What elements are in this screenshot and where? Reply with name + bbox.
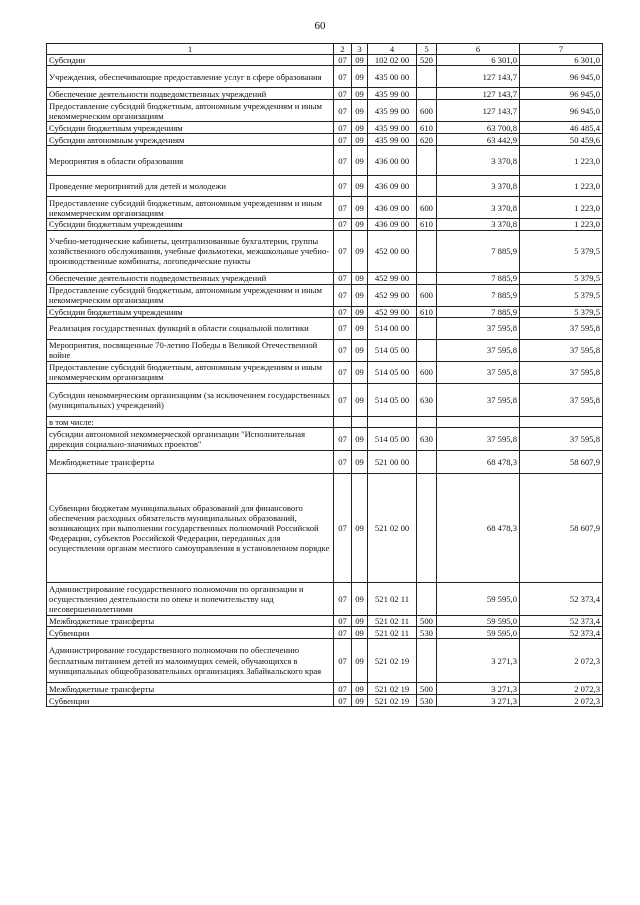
row-expense-type bbox=[417, 416, 437, 427]
table-row bbox=[47, 616, 603, 627]
row-subsection: 09 bbox=[352, 583, 368, 616]
row-amount-2016: 1 223,0 bbox=[520, 197, 603, 219]
row-section: 07 bbox=[334, 134, 352, 146]
header-col-5: 5 bbox=[417, 44, 437, 55]
row-amount-2015: 37 595,8 bbox=[437, 317, 520, 339]
table-row bbox=[47, 416, 603, 427]
row-subsection: 09 bbox=[352, 176, 368, 197]
row-amount-2015: 68 478,3 bbox=[437, 474, 520, 583]
row-target-code: 452 99 00 bbox=[368, 272, 417, 284]
row-name: Предоставление субсидий бюджетным, автономным учреждениям и иным некоммерческим организациям bbox=[47, 100, 334, 122]
table-row bbox=[47, 306, 603, 317]
table-row bbox=[47, 474, 603, 583]
row-subsection: 09 bbox=[352, 66, 368, 88]
table-row bbox=[47, 176, 603, 197]
table-row bbox=[47, 197, 603, 219]
row-subsection: 09 bbox=[352, 219, 368, 230]
row-name: Субвенции bbox=[47, 627, 334, 639]
row-name: субсидии автономной некоммерческой организации "Исполнительная дирекция социально-значимых проектов" bbox=[47, 428, 334, 451]
row-name: Субсидии некоммерческим организациям (за исключением государственных (муниципальных) учреждений) bbox=[47, 383, 334, 416]
row-subsection: 09 bbox=[352, 306, 368, 317]
table-row bbox=[47, 639, 603, 683]
row-name: Межбюджетные трансферты bbox=[47, 451, 334, 474]
row-target-code: 435 99 00 bbox=[368, 88, 417, 100]
table-row bbox=[47, 317, 603, 339]
row-subsection: 09 bbox=[352, 616, 368, 627]
row-section: 07 bbox=[334, 616, 352, 627]
row-amount-2015: 63 442,9 bbox=[437, 134, 520, 146]
table-row bbox=[47, 88, 603, 100]
row-amount-2016: 37 595,8 bbox=[520, 361, 603, 383]
row-subsection bbox=[352, 416, 368, 427]
row-name: Администрирование государственного полномочия по организации и осуществлению деятельности по опеке и попечительству над несовершеннолетними bbox=[47, 583, 334, 616]
row-amount-2016: 5 379,5 bbox=[520, 272, 603, 284]
row-amount-2016: 2 072,3 bbox=[520, 683, 603, 695]
row-expense-type: 530 bbox=[417, 627, 437, 639]
row-subsection: 09 bbox=[352, 134, 368, 146]
row-target-code: 452 00 00 bbox=[368, 230, 417, 272]
table-row bbox=[47, 627, 603, 639]
row-subsection: 09 bbox=[352, 339, 368, 361]
row-target-code: 452 99 00 bbox=[368, 284, 417, 306]
row-amount-2016: 2 072,3 bbox=[520, 639, 603, 683]
row-section: 07 bbox=[334, 55, 352, 66]
row-target-code: 436 09 00 bbox=[368, 176, 417, 197]
table-row bbox=[47, 339, 603, 361]
row-section: 07 bbox=[334, 474, 352, 583]
budget-table bbox=[46, 43, 603, 707]
row-amount-2015: 6 301,0 bbox=[437, 55, 520, 66]
row-amount-2015: 7 885,9 bbox=[437, 230, 520, 272]
row-expense-type: 530 bbox=[417, 695, 437, 707]
row-amount-2016: 5 379,5 bbox=[520, 284, 603, 306]
row-amount-2016: 5 379,5 bbox=[520, 306, 603, 317]
row-name: Предоставление субсидий бюджетным, автономным учреждениям и иным некоммерческим организациям bbox=[47, 361, 334, 383]
row-target-code: 436 09 00 bbox=[368, 197, 417, 219]
header-col-6: 6 bbox=[437, 44, 520, 55]
row-amount-2016: 52 373,4 bbox=[520, 627, 603, 639]
header-col-4: 4 bbox=[368, 44, 417, 55]
row-amount-2016: 5 379,5 bbox=[520, 230, 603, 272]
row-amount-2016: 1 223,0 bbox=[520, 146, 603, 176]
row-target-code: 521 02 19 bbox=[368, 683, 417, 695]
row-expense-type bbox=[417, 176, 437, 197]
row-name: Субвенции bbox=[47, 695, 334, 707]
row-expense-type bbox=[417, 230, 437, 272]
row-target-code: 435 99 00 bbox=[368, 122, 417, 134]
row-amount-2015: 37 595,8 bbox=[437, 428, 520, 451]
row-name: Обеспечение деятельности подведомственных учреждений bbox=[47, 88, 334, 100]
row-subsection: 09 bbox=[352, 451, 368, 474]
row-amount-2016: 37 595,8 bbox=[520, 339, 603, 361]
row-expense-type: 630 bbox=[417, 383, 437, 416]
row-target-code: 521 02 19 bbox=[368, 639, 417, 683]
table-row bbox=[47, 361, 603, 383]
row-section: 07 bbox=[334, 197, 352, 219]
row-amount-2016: 58 607,9 bbox=[520, 474, 603, 583]
row-subsection: 09 bbox=[352, 284, 368, 306]
row-section: 07 bbox=[334, 100, 352, 122]
row-expense-type bbox=[417, 451, 437, 474]
row-expense-type: 500 bbox=[417, 616, 437, 627]
row-amount-2015: 3 271,3 bbox=[437, 695, 520, 707]
table-row bbox=[47, 683, 603, 695]
row-amount-2016: 52 373,4 bbox=[520, 616, 603, 627]
row-amount-2015: 37 595,8 bbox=[437, 361, 520, 383]
row-target-code: 521 02 19 bbox=[368, 695, 417, 707]
row-name: Учреждения, обеспечивающие предоставление услуг в сфере образования bbox=[47, 66, 334, 88]
row-subsection: 09 bbox=[352, 272, 368, 284]
row-amount-2015: 3 271,3 bbox=[437, 683, 520, 695]
row-expense-type: 500 bbox=[417, 683, 437, 695]
row-expense-type: 600 bbox=[417, 284, 437, 306]
row-amount-2016: 2 072,3 bbox=[520, 695, 603, 707]
row-name: Мероприятия, посвященные 70-летию Победы в Великой Отечественной войне bbox=[47, 339, 334, 361]
row-name: Администрирование государственного полномочия по обеспечению бесплатным питанием детей из малоимущих семей, обучающихся в муниципальных общеобразовательных организациях Забайкальского края bbox=[47, 639, 334, 683]
row-target-code: 435 99 00 bbox=[368, 134, 417, 146]
row-subsection: 09 bbox=[352, 383, 368, 416]
row-expense-type bbox=[417, 146, 437, 176]
row-amount-2016: 6 301,0 bbox=[520, 55, 603, 66]
row-name: Субсидии автономным учреждениям bbox=[47, 134, 334, 146]
row-target-code: 521 02 11 bbox=[368, 616, 417, 627]
row-expense-type: 600 bbox=[417, 197, 437, 219]
row-amount-2015: 63 700,8 bbox=[437, 122, 520, 134]
row-amount-2016: 96 945,0 bbox=[520, 88, 603, 100]
header-col-2: 2 bbox=[334, 44, 352, 55]
row-expense-type: 630 bbox=[417, 428, 437, 451]
row-section bbox=[334, 416, 352, 427]
table-row bbox=[47, 383, 603, 416]
row-section: 07 bbox=[334, 428, 352, 451]
row-subsection: 09 bbox=[352, 100, 368, 122]
row-amount-2015: 59 595,0 bbox=[437, 583, 520, 616]
row-subsection: 09 bbox=[352, 230, 368, 272]
row-name: в том числе: bbox=[47, 416, 334, 427]
row-section: 07 bbox=[334, 361, 352, 383]
row-section: 07 bbox=[334, 272, 352, 284]
row-amount-2016: 58 607,9 bbox=[520, 451, 603, 474]
row-target-code: 514 05 00 bbox=[368, 361, 417, 383]
table-row bbox=[47, 66, 603, 88]
row-subsection: 09 bbox=[352, 146, 368, 176]
table-row bbox=[47, 122, 603, 134]
row-name: Субсидии бюджетным учреждениям bbox=[47, 306, 334, 317]
row-name: Реализация государственных функций в области социальной политики bbox=[47, 317, 334, 339]
row-subsection: 09 bbox=[352, 428, 368, 451]
row-section: 07 bbox=[334, 306, 352, 317]
page-number: 60 bbox=[314, 20, 326, 32]
row-amount-2015: 127 143,7 bbox=[437, 100, 520, 122]
row-name: Мероприятия в области образования bbox=[47, 146, 334, 176]
row-target-code: 435 00 00 bbox=[368, 66, 417, 88]
row-amount-2015: 7 885,9 bbox=[437, 272, 520, 284]
table-row bbox=[47, 428, 603, 451]
row-amount-2015: 127 143,7 bbox=[437, 88, 520, 100]
table-row bbox=[47, 230, 603, 272]
row-target-code: 514 05 00 bbox=[368, 428, 417, 451]
row-expense-type bbox=[417, 339, 437, 361]
row-subsection: 09 bbox=[352, 122, 368, 134]
row-name: Субсидии bbox=[47, 55, 334, 66]
row-name: Предоставление субсидий бюджетным, автономным учреждениям и иным некоммерческим организациям bbox=[47, 197, 334, 219]
row-target-code: 521 00 00 bbox=[368, 451, 417, 474]
row-target-code: 436 00 00 bbox=[368, 146, 417, 176]
row-amount-2015: 37 595,8 bbox=[437, 383, 520, 416]
row-subsection: 09 bbox=[352, 683, 368, 695]
row-target-code: 452 99 00 bbox=[368, 306, 417, 317]
row-section: 07 bbox=[334, 695, 352, 707]
row-section: 07 bbox=[334, 451, 352, 474]
row-name: Субсидии бюджетным учреждениям bbox=[47, 122, 334, 134]
row-name: Обеспечение деятельности подведомственных учреждений bbox=[47, 272, 334, 284]
row-amount-2016: 50 459,6 bbox=[520, 134, 603, 146]
row-subsection: 09 bbox=[352, 317, 368, 339]
row-expense-type bbox=[417, 583, 437, 616]
row-target-code: 521 02 11 bbox=[368, 583, 417, 616]
header-col-3: 3 bbox=[352, 44, 368, 55]
header-col-7: 7 bbox=[520, 44, 603, 55]
row-amount-2015: 68 478,3 bbox=[437, 451, 520, 474]
row-expense-type bbox=[417, 639, 437, 683]
row-amount-2016: 1 223,0 bbox=[520, 219, 603, 230]
row-name: Проведение мероприятий для детей и молодежи bbox=[47, 176, 334, 197]
header-col-1: 1 bbox=[47, 44, 334, 55]
row-section: 07 bbox=[334, 88, 352, 100]
row-expense-type: 610 bbox=[417, 219, 437, 230]
table-row bbox=[47, 146, 603, 176]
row-subsection: 09 bbox=[352, 197, 368, 219]
row-amount-2015: 59 595,0 bbox=[437, 627, 520, 639]
row-amount-2016: 96 945,0 bbox=[520, 100, 603, 122]
row-expense-type: 600 bbox=[417, 100, 437, 122]
row-amount-2015: 3 370,8 bbox=[437, 219, 520, 230]
row-target-code: 435 99 00 bbox=[368, 100, 417, 122]
row-expense-type bbox=[417, 474, 437, 583]
row-section: 07 bbox=[334, 339, 352, 361]
row-amount-2015: 7 885,9 bbox=[437, 306, 520, 317]
table-row bbox=[47, 55, 603, 66]
row-name: Учебно-методические кабинеты, централизованные бухгалтерии, группы хозяйственного обслуживания, учебные фильмотеки, межшкольные учебно-производственные комбинаты, логопедические пункты bbox=[47, 230, 334, 272]
table-row bbox=[47, 100, 603, 122]
row-target-code bbox=[368, 416, 417, 427]
row-name: Межбюджетные трансферты bbox=[47, 683, 334, 695]
row-section: 07 bbox=[334, 284, 352, 306]
table-row bbox=[47, 134, 603, 146]
row-name: Межбюджетные трансферты bbox=[47, 616, 334, 627]
row-section: 07 bbox=[334, 219, 352, 230]
row-expense-type bbox=[417, 317, 437, 339]
row-amount-2015: 3 370,8 bbox=[437, 146, 520, 176]
row-target-code: 102 02 00 bbox=[368, 55, 417, 66]
row-amount-2015: 59 595,0 bbox=[437, 616, 520, 627]
row-amount-2015: 37 595,8 bbox=[437, 339, 520, 361]
row-amount-2015: 3 370,8 bbox=[437, 176, 520, 197]
row-subsection: 09 bbox=[352, 361, 368, 383]
row-amount-2016: 52 373,4 bbox=[520, 583, 603, 616]
row-amount-2016: 46 485,4 bbox=[520, 122, 603, 134]
row-section: 07 bbox=[334, 683, 352, 695]
row-subsection: 09 bbox=[352, 55, 368, 66]
row-section: 07 bbox=[334, 317, 352, 339]
row-expense-type bbox=[417, 88, 437, 100]
row-target-code: 514 05 00 bbox=[368, 383, 417, 416]
row-section: 07 bbox=[334, 383, 352, 416]
table-row bbox=[47, 583, 603, 616]
row-subsection: 09 bbox=[352, 639, 368, 683]
row-amount-2015: 7 885,9 bbox=[437, 284, 520, 306]
row-name: Предоставление субсидий бюджетным, автономным учреждениям и иным некоммерческим организациям bbox=[47, 284, 334, 306]
table-row bbox=[47, 284, 603, 306]
row-section: 07 bbox=[334, 583, 352, 616]
row-expense-type: 620 bbox=[417, 134, 437, 146]
row-expense-type bbox=[417, 272, 437, 284]
table-row bbox=[47, 695, 603, 707]
table-row bbox=[47, 219, 603, 230]
row-section: 07 bbox=[334, 146, 352, 176]
row-amount-2015: 3 370,8 bbox=[437, 197, 520, 219]
row-target-code: 521 02 00 bbox=[368, 474, 417, 583]
row-expense-type: 520 bbox=[417, 55, 437, 66]
row-amount-2016: 96 945,0 bbox=[520, 66, 603, 88]
row-section: 07 bbox=[334, 66, 352, 88]
row-expense-type: 600 bbox=[417, 361, 437, 383]
row-expense-type: 610 bbox=[417, 306, 437, 317]
row-target-code: 436 09 00 bbox=[368, 219, 417, 230]
table-row bbox=[47, 272, 603, 284]
row-subsection: 09 bbox=[352, 88, 368, 100]
table-header-row bbox=[47, 44, 603, 55]
row-target-code: 514 05 00 bbox=[368, 339, 417, 361]
row-subsection: 09 bbox=[352, 695, 368, 707]
row-amount-2016 bbox=[520, 416, 603, 427]
row-expense-type bbox=[417, 66, 437, 88]
row-section: 07 bbox=[334, 639, 352, 683]
row-amount-2015: 3 271,3 bbox=[437, 639, 520, 683]
row-amount-2016: 37 595,8 bbox=[520, 383, 603, 416]
row-amount-2016: 37 595,8 bbox=[520, 428, 603, 451]
row-section: 07 bbox=[334, 176, 352, 197]
row-expense-type: 610 bbox=[417, 122, 437, 134]
row-section: 07 bbox=[334, 230, 352, 272]
table-row bbox=[47, 451, 603, 474]
row-amount-2015: 127 143,7 bbox=[437, 66, 520, 88]
row-section: 07 bbox=[334, 627, 352, 639]
row-section: 07 bbox=[334, 122, 352, 134]
row-name: Субвенции бюджетам муниципальных образований для финансового обеспечения расходных обязательств муниципальных образований, возникающих при выполнении государственных полномочий Российской Федерации, субъектов Российской Федерации, переданных для осуществления органам местного самоуправления в установленном порядке bbox=[47, 474, 334, 583]
row-target-code: 514 00 00 bbox=[368, 317, 417, 339]
row-subsection: 09 bbox=[352, 474, 368, 583]
row-name: Субсидии бюджетным учреждениям bbox=[47, 219, 334, 230]
row-amount-2016: 1 223,0 bbox=[520, 176, 603, 197]
row-amount-2016: 37 595,8 bbox=[520, 317, 603, 339]
row-amount-2015 bbox=[437, 416, 520, 427]
row-subsection: 09 bbox=[352, 627, 368, 639]
row-target-code: 521 02 11 bbox=[368, 627, 417, 639]
